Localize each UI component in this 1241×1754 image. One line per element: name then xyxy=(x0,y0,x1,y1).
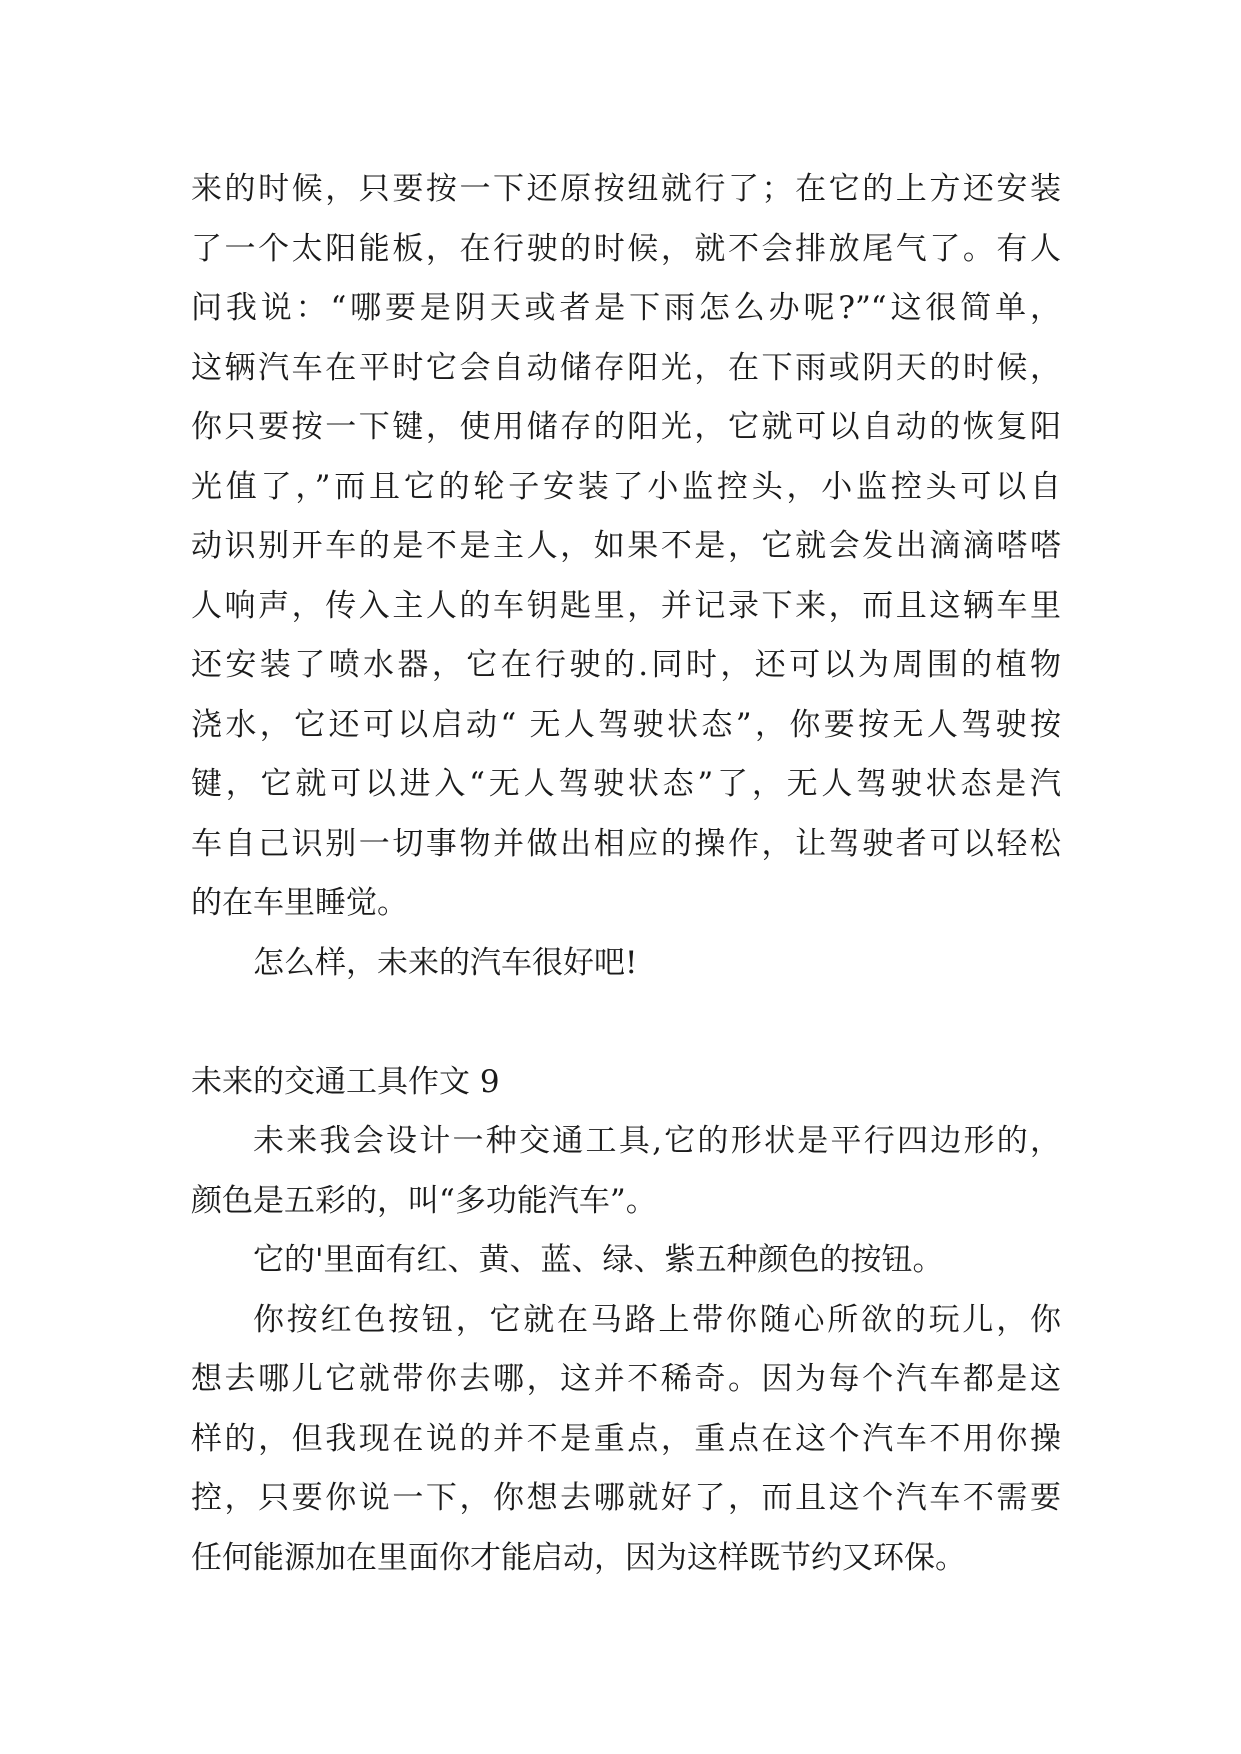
paragraph xyxy=(191,1112,1061,1231)
paragraph: 它的'里面有红、黄、蓝、绿、紫五种颜色的按钮。 xyxy=(253,1242,944,1278)
text-line: 车自己识别一切事物并做出相应的操作，让驾驶者可以轻松 xyxy=(191,825,1061,862)
closing-paragraph: 怎么样，未来的汽车很好吧! xyxy=(253,944,638,981)
section-title: 未来的交通工具作文 9 xyxy=(191,1063,500,1100)
text-line: 样的，但我现在说的并不是重点，重点在这个汽车不用你操 xyxy=(191,1420,1061,1457)
text-line: 颜色是五彩的，叫“多功能汽车”。 xyxy=(191,1182,657,1219)
text-line: 光值了，”而且它的轮子安装了小监控头，小监控头可以自 xyxy=(191,468,1061,505)
text-line: 浇水，它还可以启动“ 无人驾驶状态”，你要按无人驾驶按 xyxy=(191,706,1061,743)
section-gap xyxy=(191,993,1061,1053)
text-line: 了一个太阳能板，在行驶的时候，就不会排放尾气了。有人 xyxy=(191,230,1061,267)
text-line: 问我说：“哪要是阴天或者是下雨怎么办呢?”“这很简单， xyxy=(191,290,1061,326)
paragraph xyxy=(191,1291,1061,1589)
text-line: 人响声，传入主人的车钥匙里，并记录下来，而且这辆车里 xyxy=(191,587,1061,624)
text-line: 这辆汽车在平时它会自动储存阳光，在下雨或阴天的时候， xyxy=(191,349,1061,386)
text-line: 未来我会设计一种交通工具,它的形状是平行四边形的， xyxy=(253,1123,1061,1159)
text-line: 的在车里睡觉。 xyxy=(191,885,408,921)
text-line: 你按红色按钮，它就在马路上带你随心所欲的玩儿，你 xyxy=(253,1301,1061,1338)
text-line: 你只要按一下键，使用储存的阳光，它就可以自动的恢复阳 xyxy=(191,409,1061,445)
text-line: 控，只要你说一下，你想去哪就好了，而且这个汽车不需要 xyxy=(191,1480,1061,1516)
paragraph xyxy=(191,160,1061,934)
document-page xyxy=(191,160,1061,1588)
text-line: 来的时候，只要按一下还原按纽就行了；在它的上方还安装 xyxy=(191,171,1061,207)
text-line: 还安装了喷水器，它在行驶的.同时，还可以为周围的植物 xyxy=(191,647,1061,683)
text-line: 键，它就可以进入“无人驾驶状态”了，无人驾驶状态是汽 xyxy=(191,766,1061,802)
text-line: 任何能源加在里面你才能启动，因为这样既节约又环保。 xyxy=(191,1539,966,1576)
text-line: 想去哪儿它就带你去哪，这并不稀奇。因为每个汽车都是这 xyxy=(191,1361,1061,1397)
text-line: 动识别开车的是不是主人，如果不是，它就会发出滴滴嗒嗒 xyxy=(191,528,1061,564)
